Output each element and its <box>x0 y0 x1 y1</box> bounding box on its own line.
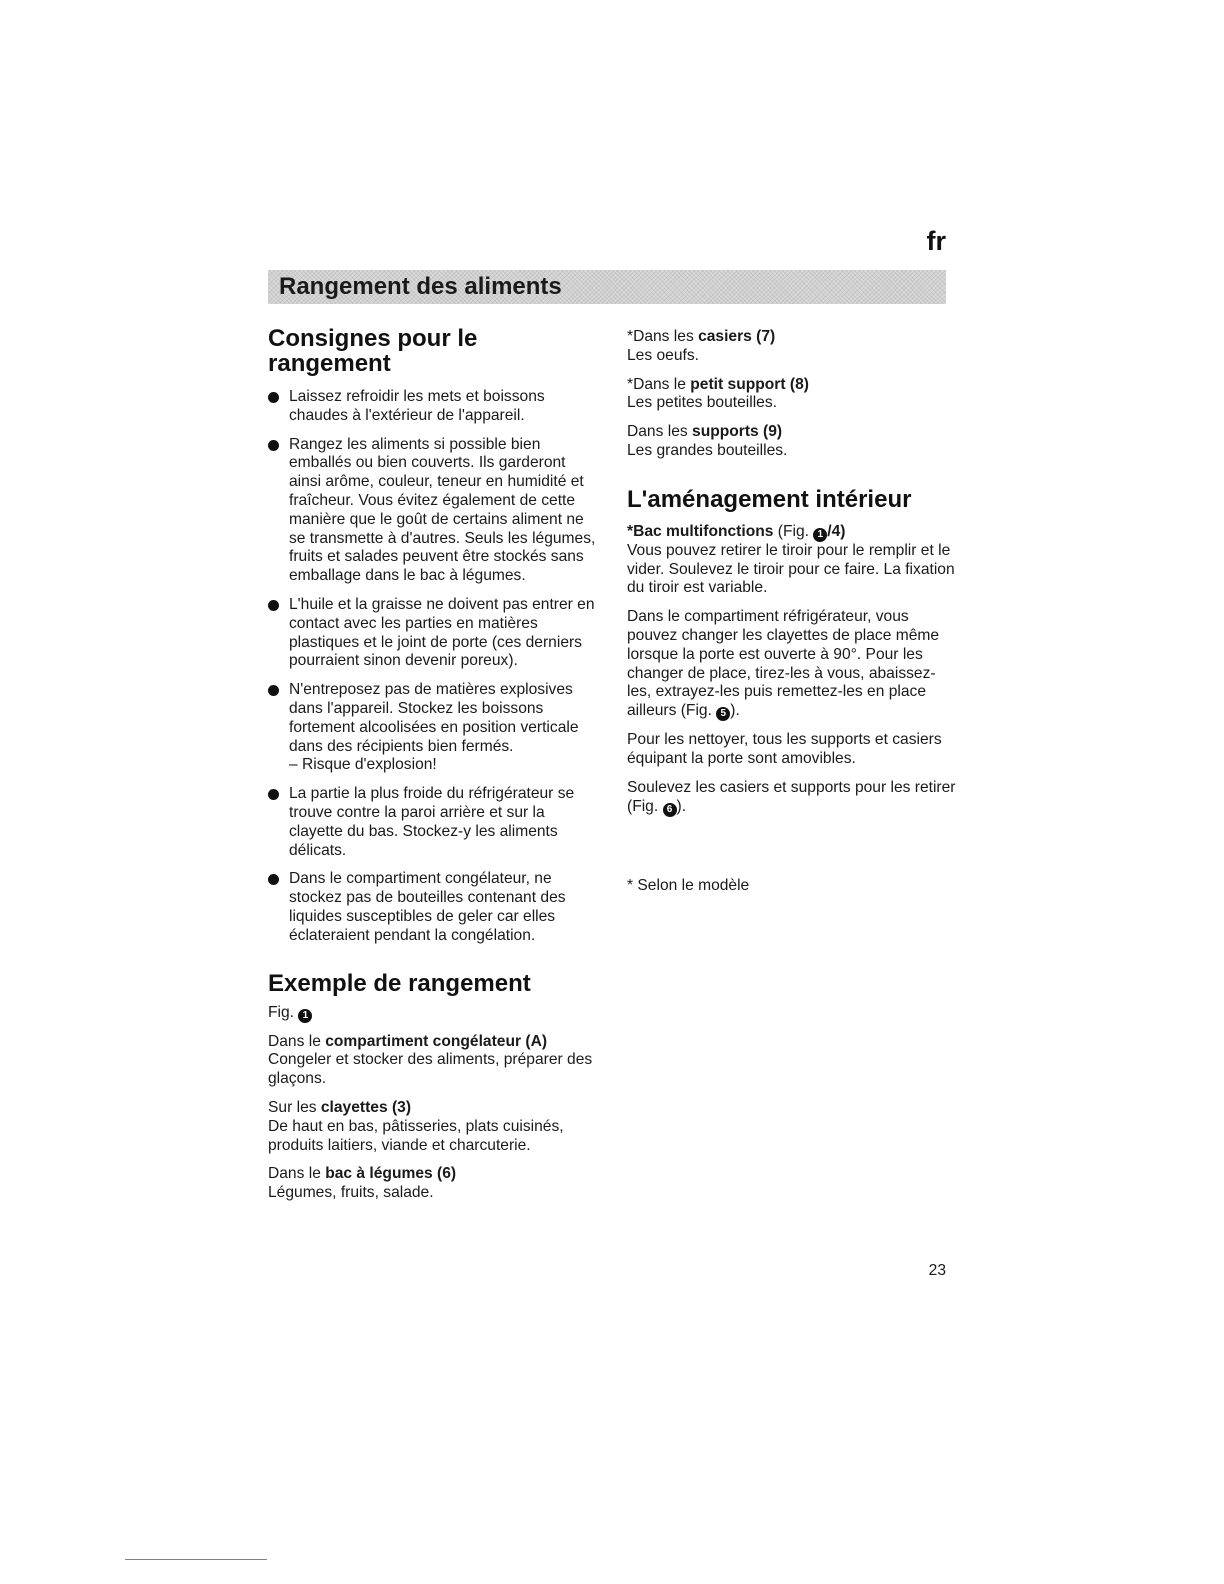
heading-exemple: Exemple de rangement <box>268 969 531 997</box>
left-column <box>268 326 598 1203</box>
list-item: L'huile et la graisse ne doivent pas entrer en contact avec les parties en matières plastiques et le joint de porte (ces derniers pourraient sinon devenir poreux). <box>268 596 598 671</box>
list-item: La partie la plus froide du réfrigérateur se trouve contre la paroi arrière et sur la clayette du bas. Stockez-y les aliments délicats. <box>268 785 598 860</box>
right-column <box>627 326 957 895</box>
explosion-warning: – Risque d'explosion! <box>289 756 437 774</box>
language-code: fr <box>926 226 946 256</box>
instructions-list <box>268 388 598 946</box>
list-item: N'entreposez pas de matières explosives dans l'appareil. Stockez les boissons fortement alcoolisées en position verticale dans des récipients bien fermés. – Risque d'explosion! <box>268 681 598 775</box>
storage-example: Dans le bac à légumes (6) Légumes, fruits, salade. <box>268 1165 457 1202</box>
heading-consignes: Consignes pour le rangement <box>268 325 478 377</box>
shelves-paragraph: Dans le compartiment réfrigérateur, vous pouvez changer les clayettes de place même lorsque la porte est ouverte à 90°. Pour les changer de place, tirez-les à vous, abaissez-les, extrayez-les puis remettez-les en place ailleurs (Fig. 5 ). <box>627 608 940 720</box>
bac-paragraph: *Bac multifonctions (Fig. 1 /4) Vous pouvez retirer le tiroir pour le remplir et le vider. Soulevez le tiroir pour ce faire. La fixation du tiroir est variable. <box>627 522 955 597</box>
list-item: Dans le compartiment congélateur, ne stockez pas de bouteilles contenant des liquides susceptibles de geler car elles éclateraient pendant la congélation. <box>268 870 598 945</box>
figure-reference: Fig. 1 <box>268 1004 598 1023</box>
storage-example: *Dans les casiers (7) Les oeufs. <box>627 328 776 364</box>
section-title: Rangement des aliments <box>279 273 562 300</box>
footnote: * Selon le modèle <box>627 876 750 894</box>
heading-amenagement: L'aménagement intérieur <box>627 485 912 513</box>
figure-number-badge: 6 <box>663 803 677 817</box>
section-banner <box>268 270 946 304</box>
storage-example: Sur les clayettes (3) De haut en bas, pâtisseries, plats cuisinés, produits laitiers, viande et charcuterie. <box>268 1098 564 1154</box>
figure-number-badge: 1 <box>813 528 827 542</box>
page-number: 23 <box>928 1262 946 1279</box>
list-item: Rangez les aliments si possible bien emballés ou bien couverts. Ils garderont ainsi arôme, couleur, teneur en humidité et fraîcheur. Vous évitez également de cette manière que le goût de certains aliment ne se transmette à d'autres. Seuls les légumes, fruits et salades peuvent être stockés sans emballage dans le bac à légumes. <box>268 436 598 586</box>
figure-number-badge: 1 <box>298 1009 312 1023</box>
footer-rule <box>125 1559 267 1560</box>
storage-example: Dans le compartiment congélateur (A) Congeler et stocker des aliments, préparer des glaçons. <box>268 1032 593 1088</box>
storage-example: Dans les supports (9) Les grandes bouteilles. <box>627 423 788 459</box>
removal-paragraph: Soulevez les casiers et supports pour les retirer (Fig. 6 ). <box>627 778 956 815</box>
figure-number-badge: 5 <box>716 707 730 721</box>
cleaning-paragraph: Pour les nettoyer, tous les supports et casiers équipant la porte sont amovibles. <box>627 731 942 767</box>
list-item: Laissez refroidir les mets et boissons chaudes à l'extérieur de l'appareil. <box>268 388 598 426</box>
storage-example: *Dans le petit support (8) Les petites bouteilles. <box>627 375 809 412</box>
